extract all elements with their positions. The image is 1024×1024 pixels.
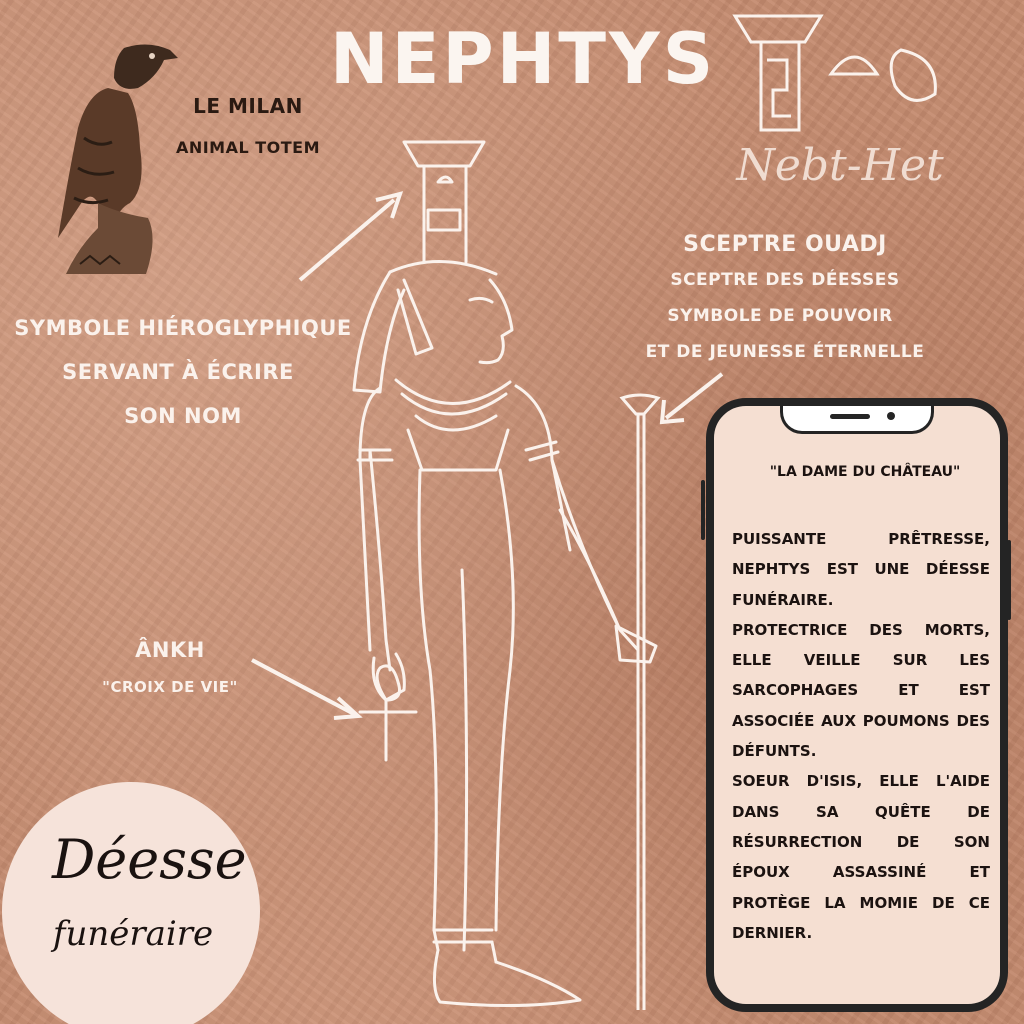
kite-bird-icon: [28, 38, 178, 278]
phone-body-text: [732, 524, 990, 948]
scepter-line2: SYMBOLE DE POUVOIR: [667, 306, 893, 326]
phone-mockup: [706, 398, 1008, 1012]
scepter-line1: SCEPTRE DES DÉESSES: [670, 270, 900, 290]
phone-paragraph-2: PROTECTRICE DES MORTS, ELLE VEILLE SUR LES SARCOPHAGES ET EST ASSOCIÉE AUX POUMONS DES DÉFUNTS.: [732, 620, 990, 761]
phone-side-button-left: [701, 480, 705, 540]
ankh-title: ÂNKH: [135, 638, 205, 662]
phone-paragraph-3: SOEUR D'ISIS, ELLE L'AIDE DANS SA QUÊTE DE RÉSURRECTION DE SON ÉPOUX ASSASSINÉ ET PROTÈGE LA MOMIE DE CE DERNIER.: [732, 772, 990, 942]
arrow-to-ankh-icon: [248, 656, 364, 720]
hieroglyph-name: Nebt-Het: [736, 140, 944, 191]
hieroglyph-name-icon: [725, 12, 945, 127]
totem-title: LE MILAN: [193, 94, 303, 118]
phone-camera-icon: [887, 412, 895, 420]
page-title: NEPHTYS: [330, 18, 717, 100]
deesse-funeraire-badge: [2, 782, 260, 1024]
ankh-subtitle: "CROIX DE VIE": [102, 678, 238, 696]
phone-quote: "LA DAME DU CHÂTEAU": [769, 464, 961, 480]
phone-paragraph-1: PUISSANTE PRÊTRESSE, NEPHTYS EST UNE DÉESSE FUNÉRAIRE.: [732, 530, 990, 609]
scepter-line3: ET DE JEUNESSE ÉTERNELLE: [645, 342, 925, 362]
arrow-to-headdress-icon: [296, 190, 406, 286]
hieroglyph-symbol-line2: SERVANT À ÉCRIRE: [62, 360, 294, 384]
hieroglyph-symbol-line1: SYMBOLE HIÉROGLYPHIQUE: [14, 316, 352, 340]
badge-line-2: funéraire: [52, 914, 214, 954]
phone-notch: [780, 404, 934, 434]
hieroglyph-symbol-line3: SON NOM: [124, 404, 242, 428]
totem-subtitle: ANIMAL TOTEM: [175, 138, 321, 157]
badge-line-1: Déesse: [52, 828, 247, 891]
phone-speaker-icon: [830, 414, 870, 419]
scepter-title: SCEPTRE OUADJ: [683, 232, 887, 257]
